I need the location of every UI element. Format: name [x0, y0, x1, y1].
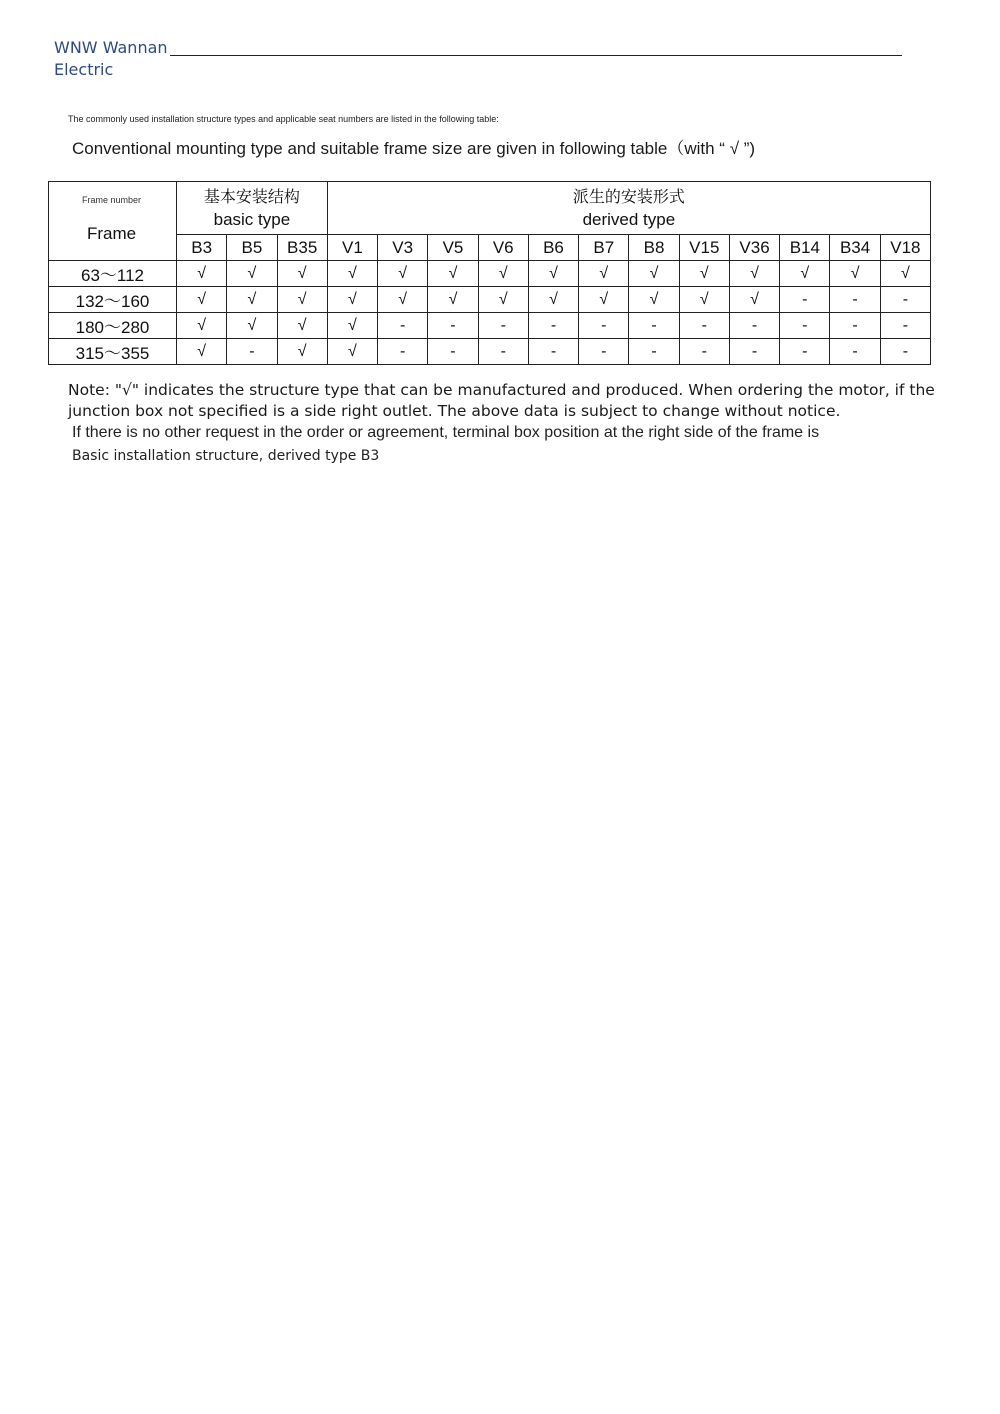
table-cell: - [528, 313, 578, 339]
table-cell: √ [227, 313, 277, 339]
table-cell: - [378, 339, 428, 365]
column-header: V6 [478, 235, 528, 261]
table-cell: √ [579, 261, 629, 287]
table-cell: - [579, 313, 629, 339]
note-terminal-box: If there is no other request in the order or agreement, terminal box position at the right side of the frame is [72, 424, 820, 441]
column-header: B5 [227, 235, 277, 261]
frame-size-cell: 315～355 [49, 339, 177, 365]
frame-header-small: Frame number [82, 195, 142, 205]
table-row [49, 339, 931, 365]
table-cell: √ [478, 261, 528, 287]
derived-type-header-cn: 派生的安装形式 [572, 187, 685, 206]
column-header: V15 [679, 235, 729, 261]
table-cell: - [679, 339, 729, 365]
table-cell: - [478, 339, 528, 365]
intro-small-text: The commonly used installation structure types and applicable seat numbers are listed in the following table: [68, 114, 499, 124]
table-cell: √ [227, 261, 277, 287]
table-cell: - [478, 313, 528, 339]
mounting-type-table [48, 181, 931, 365]
table-cell: √ [177, 313, 227, 339]
table-cell: √ [327, 339, 377, 365]
table-cell: - [378, 313, 428, 339]
table-cell: √ [478, 287, 528, 313]
table-row [49, 287, 931, 313]
derived-type-header [327, 182, 930, 235]
table-cell: - [528, 339, 578, 365]
derived-type-header-en: derived type [582, 210, 676, 229]
column-header: B14 [780, 235, 830, 261]
table-cell: - [880, 287, 930, 313]
table-cell: √ [729, 287, 779, 313]
table-cell: √ [528, 261, 578, 287]
table-cell: - [830, 313, 880, 339]
intro-large-text: Conventional mounting type and suitable frame size are given in following table（with “ √ ”) [72, 139, 756, 158]
frame-header-label: Frame [87, 224, 137, 243]
table-cell: - [629, 339, 679, 365]
column-header: V1 [327, 235, 377, 261]
table-cell: √ [629, 287, 679, 313]
table-cell: - [830, 287, 880, 313]
brand-line-2: Electric [54, 60, 114, 79]
table-cell: - [830, 339, 880, 365]
column-header: B3 [177, 235, 227, 261]
table-row [49, 261, 931, 287]
frame-size-cell: 63～112 [49, 261, 177, 287]
table-cell: √ [378, 261, 428, 287]
table-row [49, 313, 931, 339]
table-cell: √ [177, 339, 227, 365]
frame-size-cell: 132～160 [49, 287, 177, 313]
frame-column-header [49, 182, 177, 261]
table-cell: √ [679, 261, 729, 287]
brand-name [54, 37, 184, 81]
table-cell: √ [880, 261, 930, 287]
brand-line-1: WNW Wannan [54, 38, 168, 57]
table-cell: - [428, 313, 478, 339]
table-cell: √ [327, 313, 377, 339]
table-cell: - [227, 339, 277, 365]
table-cell: - [880, 339, 930, 365]
table-cell: √ [277, 261, 327, 287]
table-cell: - [780, 339, 830, 365]
table-cell: - [880, 313, 930, 339]
table-cell: √ [327, 261, 377, 287]
table-cell: √ [227, 287, 277, 313]
note-basic-structure: Basic installation structure, derived type B3 [72, 448, 380, 464]
table-cell: - [579, 339, 629, 365]
table-cell: √ [277, 287, 327, 313]
header-divider [170, 55, 902, 56]
table-cell: √ [629, 261, 679, 287]
table-cell: √ [428, 261, 478, 287]
table-cell: √ [177, 287, 227, 313]
table-cell: - [780, 313, 830, 339]
table-cell: √ [729, 261, 779, 287]
column-header: B34 [830, 235, 880, 261]
column-header: V36 [729, 235, 779, 261]
table-cell: √ [327, 287, 377, 313]
table-cell: √ [177, 261, 227, 287]
basic-type-header [177, 182, 328, 235]
table-cell: √ [428, 287, 478, 313]
column-header: V18 [880, 235, 930, 261]
table-group-header-row [49, 182, 931, 235]
table-cell: √ [277, 339, 327, 365]
table-cell: - [679, 313, 729, 339]
basic-type-header-en: basic type [213, 210, 291, 229]
table-cell: - [780, 287, 830, 313]
column-header: V3 [378, 235, 428, 261]
column-header: B35 [277, 235, 327, 261]
table-cell: - [428, 339, 478, 365]
column-header: B8 [629, 235, 679, 261]
table-cell: - [729, 313, 779, 339]
table-column-header-row [49, 235, 931, 261]
table-cell: √ [528, 287, 578, 313]
table-cell: √ [780, 261, 830, 287]
table-cell: √ [679, 287, 729, 313]
column-header: V5 [428, 235, 478, 261]
note-paragraph: Note: "√" indicates the structure type that can be manufactured and produced. When ordering the motor, if the junction box not specified is a side right outlet. The above data is subject to change without notice. [68, 381, 935, 420]
basic-type-header-cn: 基本安装结构 [203, 187, 300, 206]
table-cell: √ [830, 261, 880, 287]
table-cell: √ [579, 287, 629, 313]
table-cell: - [729, 339, 779, 365]
table-cell: √ [277, 313, 327, 339]
column-header: B7 [579, 235, 629, 261]
table-cell: √ [378, 287, 428, 313]
column-header: B6 [528, 235, 578, 261]
frame-size-cell: 180～280 [49, 313, 177, 339]
table-cell: - [629, 313, 679, 339]
